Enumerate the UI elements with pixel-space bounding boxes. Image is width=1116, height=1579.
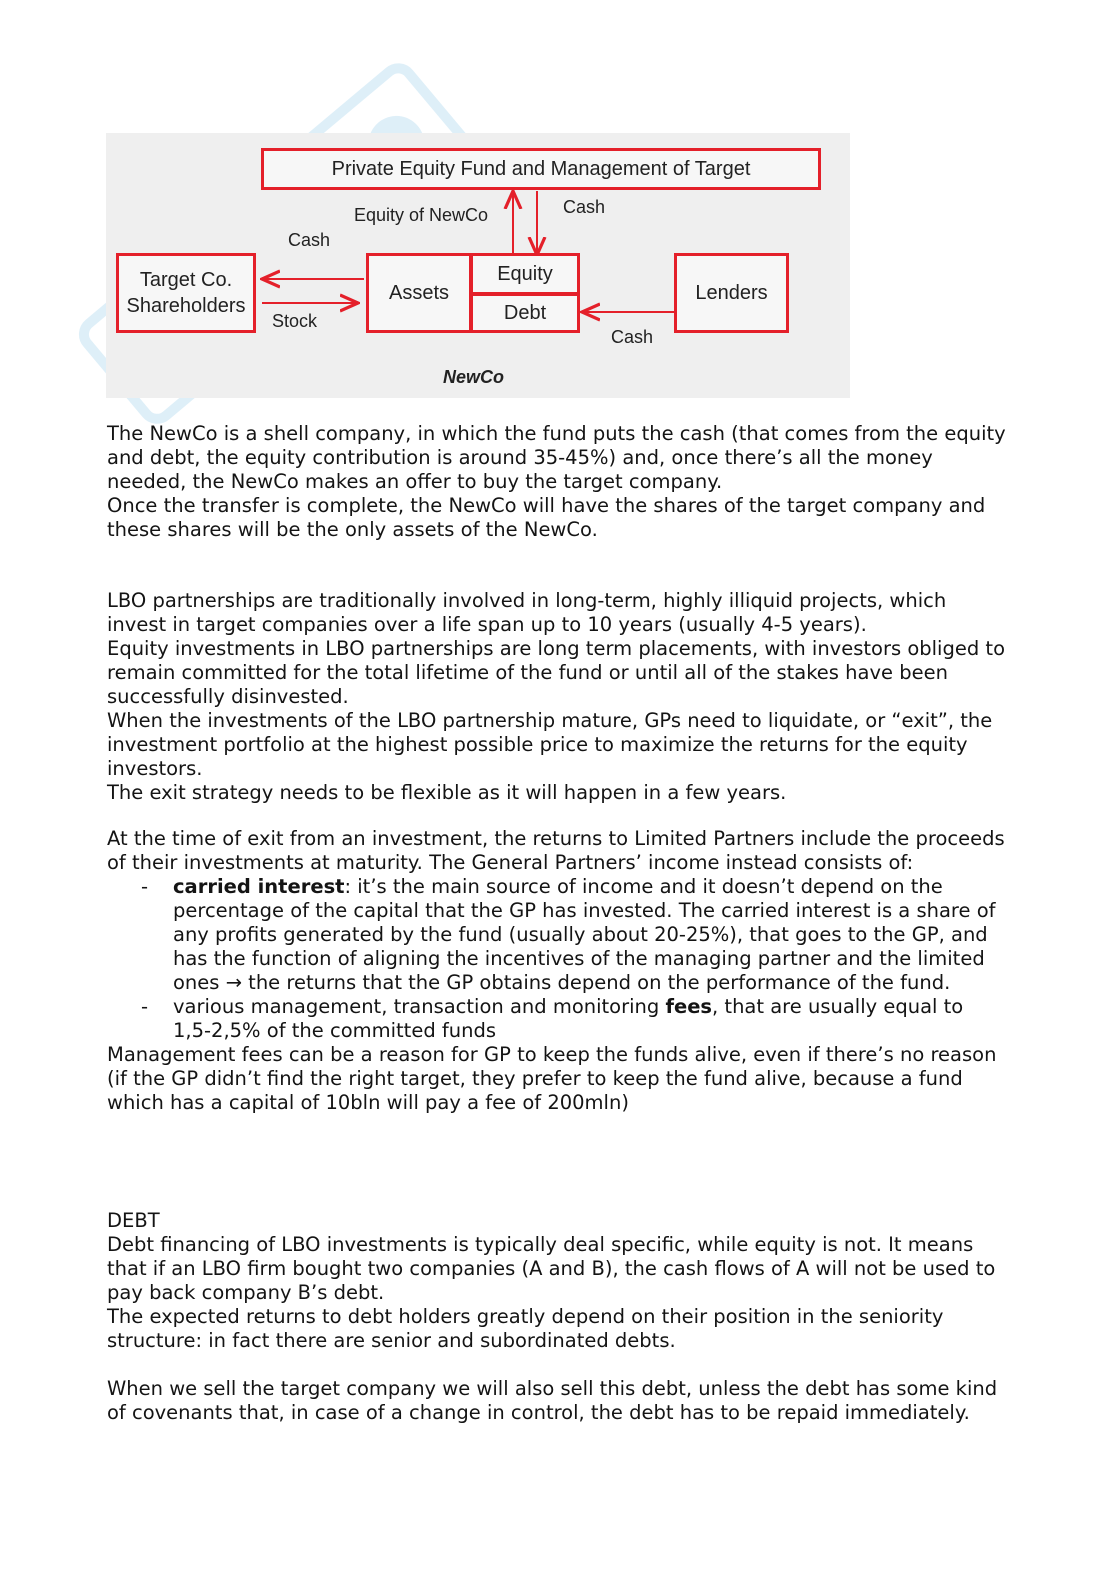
- section-lbo-partnerships: [107, 589, 1007, 805]
- paragraph: The NewCo is a shell company, in which the fund puts the cash (that comes from the equity and debt, the equity contribution is around 35-45%) and, once there’s all the money needed, the NewCo makes an offer to buy the target company.: [107, 422, 1006, 493]
- lbo-structure-diagram: [106, 133, 850, 398]
- private-equity-fund-box: Private Equity Fund and Management of Target: [261, 148, 821, 190]
- list-item-text: various management, transaction and monitoring: [173, 995, 666, 1018]
- term-fees: fees: [665, 995, 713, 1018]
- section-newco: [107, 422, 1007, 542]
- paragraph: The expected returns to debt holders greatly depend on their position in the seniority structure: in fact there are senior and subordinated debts.: [107, 1305, 944, 1352]
- diagram-caption: NewCo: [443, 367, 505, 387]
- lenders-box: Lenders: [674, 253, 789, 333]
- list-item-text: : it’s the main source of income and it doesn’t depend on the percentage of the capital that the GP has invested. The carried interest is a share of any profits generated by the fund (usually about 20-25%), that goes to the GP, and has the function of aligning the incentives of the managing partner and the limited ones → the returns that the GP obtains depend on the performance of the fund.: [173, 875, 996, 994]
- bullet-dash: -: [141, 875, 149, 898]
- paragraph: Equity investments in LBO partnerships are long term placements, with investors obliged to remain committed for the total lifetime of the fund or until all of the stakes have been successfully disinvested.: [107, 637, 1005, 708]
- paragraph: Debt financing of LBO investments is typically deal specific, while equity is not. It means that if an LBO firm bought two companies (A and B), the cash flows of A will not be used to pay back company B’s debt.: [107, 1233, 996, 1304]
- paragraph: Once the transfer is complete, the NewCo will have the shares of the target company and these shares will be the only assets of the NewCo.: [107, 494, 986, 541]
- equity-box: Equity: [470, 253, 580, 295]
- paragraph: When the investments of the LBO partnership mature, GPs need to liquidate, or “exit”, the investment portfolio at the highest possible price to maximize the returns for the equity investors.: [107, 709, 993, 780]
- list-item: [107, 875, 1007, 995]
- assets-box: Assets: [366, 253, 472, 333]
- section-debt: [107, 1209, 1007, 1425]
- debt-box: Debt: [470, 293, 580, 333]
- paragraph: The exit strategy needs to be flexible as it will happen in a few years.: [107, 781, 787, 804]
- paragraph: When we sell the target company we will also sell this debt, unless the debt has some kind of covenants that, in case of a change in control, the debt has to be repaid immediately.: [107, 1377, 998, 1424]
- paragraph: LBO partnerships are traditionally involved in long-term, highly illiquid projects, which invest in target companies over a life span up to 10 years (usually 4-5 years).: [107, 589, 947, 636]
- label-cash-right: Cash: [611, 327, 654, 347]
- paragraph: At the time of exit from an investment, the returns to Limited Partners include the proceeds of their investments at maturity. The General Partners’ income instead consists of:: [107, 827, 1005, 874]
- list-item-text: , that are usually equal to 1,5-2,5% of the committed funds: [173, 995, 964, 1042]
- label-equity-of-newco: Equity of NewCo: [354, 205, 489, 225]
- label-cash-top: Cash: [563, 197, 606, 217]
- section-heading: DEBT: [107, 1209, 160, 1232]
- income-list: [107, 875, 1007, 1043]
- term-carried-interest: carried interest: [173, 875, 345, 898]
- target-shareholders-box: Target Co. Shareholders: [116, 253, 256, 333]
- label-stock: Stock: [272, 311, 318, 331]
- label-cash-left: Cash: [288, 230, 331, 250]
- list-item: [107, 995, 1007, 1043]
- bullet-dash: -: [141, 995, 149, 1018]
- section-gp-income: [107, 827, 1007, 1115]
- paragraph: Management fees can be a reason for GP to keep the funds alive, even if there’s no reason (if the GP didn’t find the right target, they prefer to keep the fund alive, because a fund which has a capital of 10bln will pay a fee of 200mln): [107, 1043, 997, 1114]
